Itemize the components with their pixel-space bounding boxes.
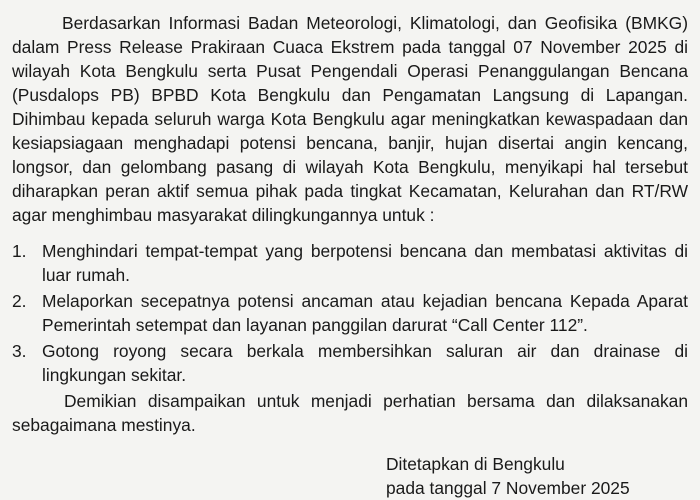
list-item-number: 2. xyxy=(12,291,27,311)
closing-paragraph: Demikian disampaikan untuk menjadi perhatian bersama dan dilaksanakan sebagaimana mestinya. xyxy=(12,391,688,435)
recommendation-list xyxy=(12,239,688,387)
list-item-text: Menghindari tempat-tempat yang berpotensi bencana dan membatasi aktivitas di luar rumah. xyxy=(42,241,688,285)
list-item-number: 1. xyxy=(12,241,27,261)
signature-date: pada tanggal 7 November 2025 xyxy=(386,478,630,498)
list-item-text: Gotong royong secara berkala membersihkan saluran air dan drainase di lingkungan sekitar. xyxy=(42,341,688,385)
list-item-number: 3. xyxy=(12,341,27,361)
intro-paragraph: Berdasarkan Informasi Badan Meteorologi, Klimatologi, dan Geofisika (BMKG) dalam Press Release Prakiraan Cuaca Ekstrem pada tanggal 07 November 2025 di wilayah Kota Bengkulu serta Pusat Pengendali Operasi Penanggulangan Bencana (Pusdalops PB) BPBD Kota Bengkulu dan Pengamatan Langsung di Lapangan. Dihimbau kepada seluruh warga Kota Bengkulu agar meningkatkan kewaspadaan dan kesiapsiagaan menghadapi potensi bencana, banjir, hujan disertai angin kencang, longsor, dan gelombang pasang di wilayah Kota Bengkulu, menyikapi hal tersebut diharapkan peran aktif semua pihak pada tingkat Kecamatan, Kelurahan dan RT/RW agar menghimbau masyarakat dilingkungannya untuk : xyxy=(12,13,688,225)
list-item xyxy=(12,239,688,287)
list-item xyxy=(12,289,688,337)
list-item xyxy=(12,339,688,387)
list-item-text: Melaporkan secepatnya potensi ancaman atau kejadian bencana Kepada Aparat Pemerintah setempat dan layanan panggilan darurat “Call Center 112”. xyxy=(42,291,688,335)
signature-place: Ditetapkan di Bengkulu xyxy=(386,454,565,474)
signature-block xyxy=(386,452,630,500)
